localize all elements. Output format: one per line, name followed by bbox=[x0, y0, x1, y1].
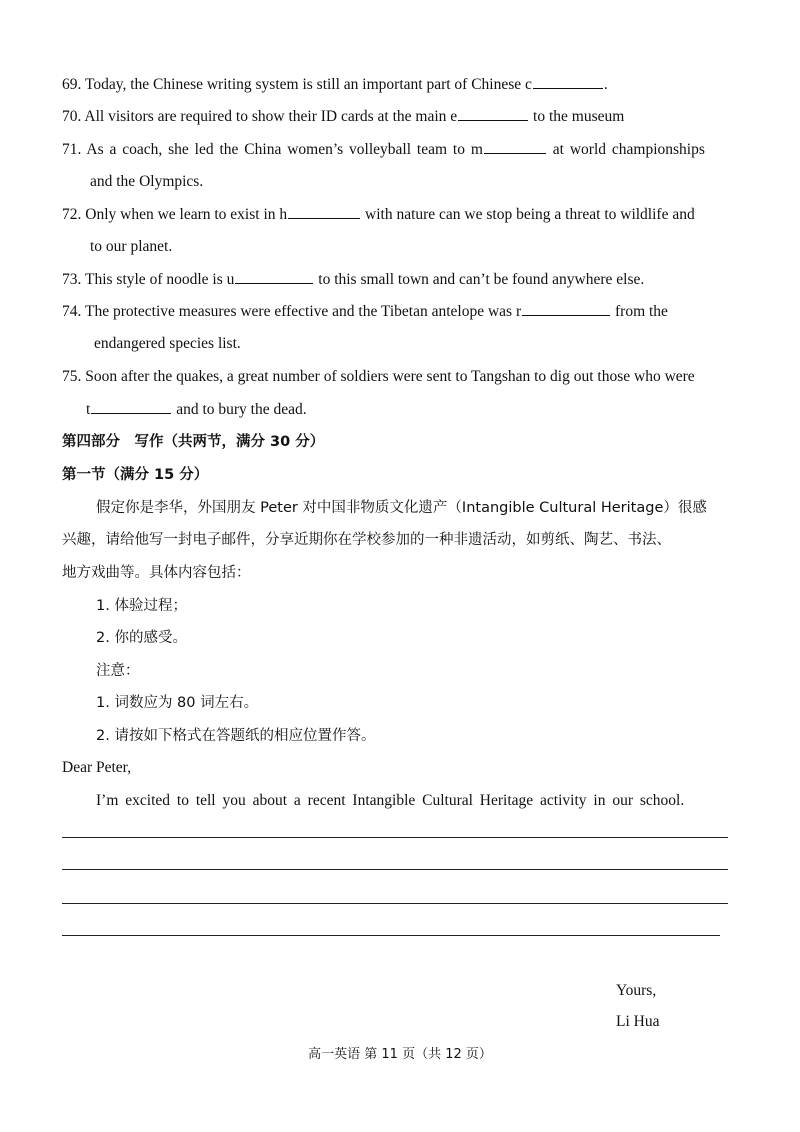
question-72-continuation: to our planet. bbox=[90, 238, 173, 255]
prompt-line: 地方戏曲等。具体内容包括： bbox=[62, 565, 251, 581]
answer-blank[interactable] bbox=[484, 139, 546, 154]
answer-blank[interactable] bbox=[533, 74, 603, 89]
writing-line[interactable] bbox=[62, 903, 728, 904]
letter-signature: Li Hua bbox=[616, 1013, 660, 1030]
writing-line[interactable] bbox=[62, 869, 728, 870]
question-number: 74. bbox=[62, 303, 82, 320]
content-point: 1. 体验过程； bbox=[96, 598, 187, 614]
question-text-after: . bbox=[603, 76, 608, 93]
part-title: 第四部分 写作（共两节，满分 30 分） bbox=[62, 434, 325, 450]
note-label: 注意： bbox=[96, 663, 140, 679]
question-text-after: from the bbox=[611, 303, 668, 320]
question-text: All visitors are required to show their ID cards at the main e bbox=[84, 108, 458, 125]
question-74-continuation: endangered species list. bbox=[94, 335, 241, 352]
content-point: 2. 你的感受。 bbox=[96, 630, 187, 646]
prompt-line: 假定你是李华，外国朋友 Peter 对中国非物质文化遗产（Intangible Cultural Heritage）很感 bbox=[96, 500, 707, 516]
note-item: 2. 请按如下格式在答题纸的相应位置作答。 bbox=[96, 728, 376, 744]
answer-blank[interactable] bbox=[91, 399, 171, 414]
question-72 bbox=[62, 204, 695, 225]
question-74 bbox=[62, 301, 668, 322]
section-title: 第一节（满分 15 分） bbox=[62, 467, 209, 483]
question-75 bbox=[62, 367, 695, 387]
answer-blank[interactable] bbox=[288, 204, 360, 219]
answer-blank[interactable] bbox=[235, 269, 313, 284]
letter-closing: Yours, bbox=[616, 982, 657, 999]
question-number: 70. bbox=[62, 108, 82, 125]
answer-blank[interactable] bbox=[458, 106, 528, 121]
question-text: t bbox=[86, 401, 91, 418]
letter-opening: I’m excited to tell you about a recent Intangible Cultural Heritage activity in our school. bbox=[96, 792, 685, 809]
question-text: This style of noodle is u bbox=[84, 271, 235, 288]
letter-greeting: Dear Peter, bbox=[62, 759, 132, 776]
question-text-after: at world championships bbox=[546, 141, 705, 158]
question-number: 72. bbox=[62, 206, 82, 223]
question-number: 75. bbox=[62, 368, 82, 385]
page-footer: 高一英语 第 11 页（共 12 页） bbox=[308, 1047, 492, 1062]
answer-blank[interactable] bbox=[522, 301, 610, 316]
question-text-after: and to bury the dead. bbox=[172, 401, 307, 418]
question-text-after: to the museum bbox=[529, 108, 625, 125]
question-73 bbox=[62, 269, 644, 290]
question-text-after: to this small town and can’t be found anywhere else. bbox=[314, 271, 645, 288]
question-text-after: with nature can we stop being a threat to wildlife and bbox=[361, 206, 695, 223]
question-text: Today, the Chinese writing system is still an important part of Chinese c bbox=[84, 76, 532, 93]
question-number: 73. bbox=[62, 271, 82, 288]
question-text: The protective measures were effective and the Tibetan antelope was r bbox=[84, 303, 522, 320]
question-69 bbox=[62, 74, 608, 95]
question-text: Only when we learn to exist in h bbox=[85, 206, 288, 223]
prompt-line: 兴趣，请给他写一封电子邮件，分享近期你在学校参加的一种非遗活动，如剪纸、陶艺、书法、 bbox=[62, 532, 671, 548]
question-71-continuation: and the Olympics. bbox=[90, 173, 204, 190]
question-text: As a coach, she led the China women’s volleyball team to m bbox=[86, 141, 483, 158]
note-item: 1. 词数应为 80 词左右。 bbox=[96, 695, 259, 711]
writing-line[interactable] bbox=[62, 837, 728, 838]
question-71 bbox=[62, 139, 705, 160]
question-75-continuation bbox=[86, 399, 307, 420]
question-70 bbox=[62, 106, 624, 127]
question-text: Soon after the quakes, a great number of soldiers were sent to Tangshan to dig out those who were bbox=[85, 368, 695, 385]
writing-line[interactable] bbox=[62, 935, 720, 936]
question-number: 69. bbox=[62, 76, 82, 93]
question-number: 71. bbox=[62, 141, 82, 158]
